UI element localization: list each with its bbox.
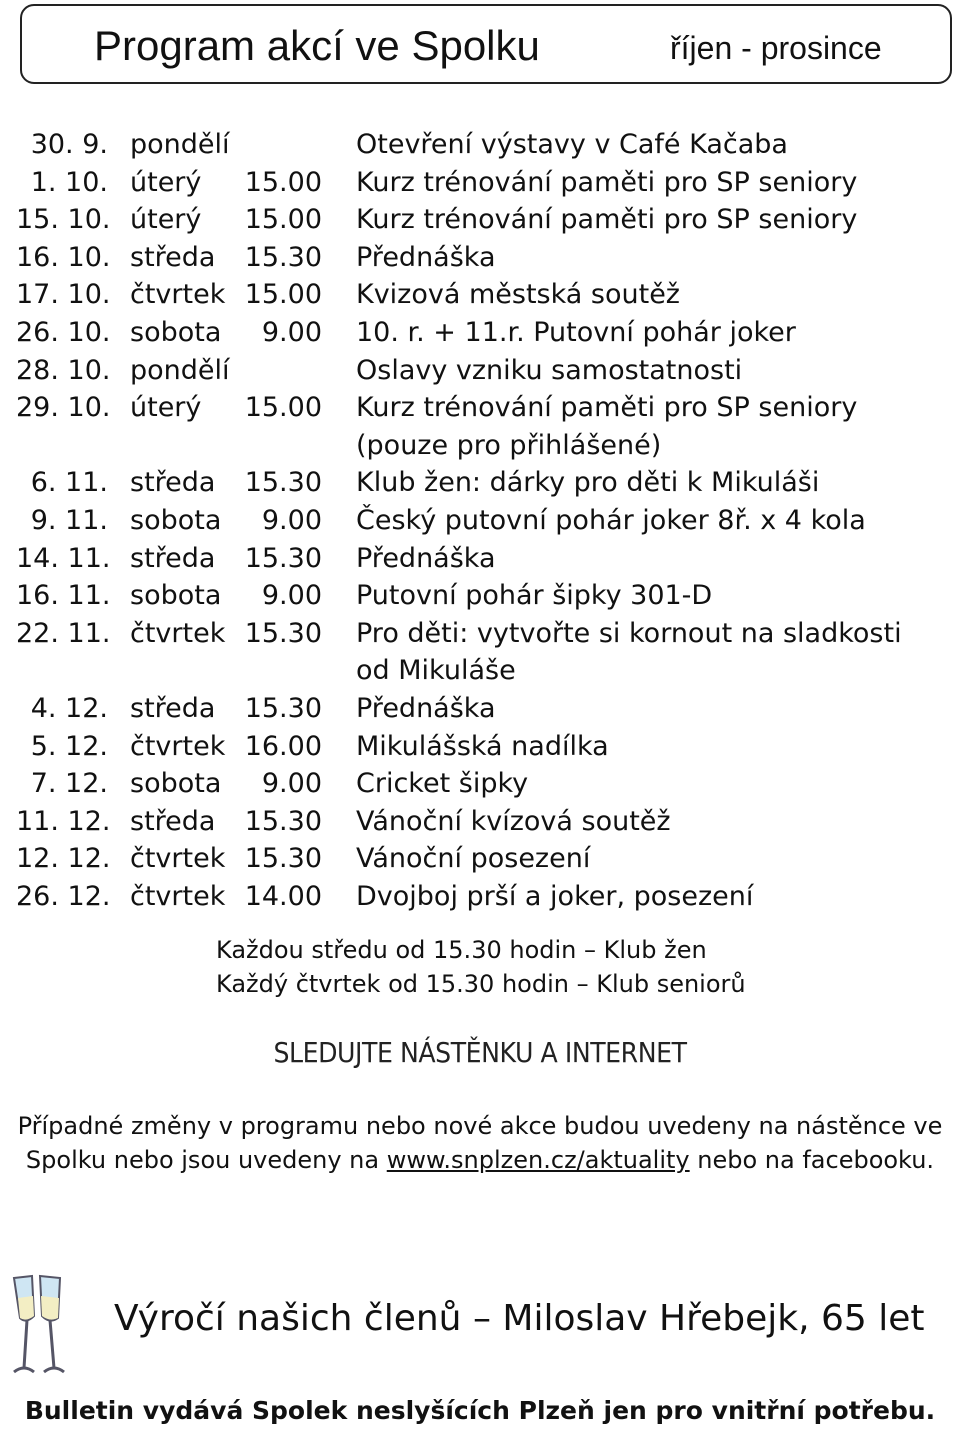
event-row bbox=[0, 728, 960, 766]
event-day: čtvrtek bbox=[130, 617, 226, 649]
event-time: 15.30 bbox=[244, 805, 322, 837]
event-day: úterý bbox=[130, 392, 202, 424]
event-time: 15.30 bbox=[244, 693, 322, 724]
event-time: 15.30 bbox=[244, 467, 322, 499]
event-date: 22. 11. bbox=[16, 617, 111, 649]
event-date: 28. 10. bbox=[16, 354, 111, 386]
event-time: 15.00 bbox=[244, 204, 322, 236]
event-title: Otevření výstavy v Café Kačaba bbox=[356, 129, 788, 160]
aktuality-link[interactable]: www.snplzen.cz/aktuality bbox=[386, 1146, 690, 1174]
footer: Bulletin vydává Spolek neslyšících Plzeň jen pro vnitřní potřebu. bbox=[24, 1396, 936, 1425]
event-time: 16.00 bbox=[244, 730, 322, 762]
event-title: Oslavy vzniku samostatnosti bbox=[356, 354, 743, 386]
event-title-continuation: (pouze pro přihlášené) bbox=[356, 429, 662, 461]
event-row bbox=[0, 126, 960, 164]
event-title-continuation: od Mikuláše bbox=[356, 655, 516, 687]
event-time: 9.00 bbox=[261, 768, 322, 800]
notice-line-2 bbox=[0, 1146, 960, 1174]
event-time: 15.00 bbox=[244, 166, 322, 198]
regular-club-seniors: Každý čtvrtek od 15.30 hodin – Klub seniorů bbox=[216, 970, 746, 998]
notice-text-before: Spolku nebo jsou uvedeny na bbox=[25, 1146, 387, 1174]
event-date: 11. 12. bbox=[16, 805, 111, 837]
event-time: 15.30 bbox=[244, 617, 322, 649]
event-date: 15. 10. bbox=[16, 204, 111, 236]
event-date: 17. 10. bbox=[16, 279, 111, 311]
event-row bbox=[0, 502, 960, 540]
event-day: středa bbox=[130, 805, 216, 837]
event-day: sobota bbox=[130, 505, 222, 536]
event-row bbox=[0, 765, 960, 803]
event-day: středa bbox=[130, 241, 216, 273]
event-time: 15.30 bbox=[244, 843, 322, 875]
champagne-glasses-icon bbox=[10, 1272, 68, 1380]
regular-club-women: Každou středu od 15.30 hodin – Klub žen bbox=[216, 936, 707, 964]
anniversary: Výročí našich členů – Miloslav Hřebejk, 65 let bbox=[114, 1298, 925, 1339]
event-date: 30. 9. bbox=[30, 129, 108, 160]
event-day: úterý bbox=[130, 166, 202, 198]
event-row bbox=[0, 803, 960, 841]
event-time: 9.00 bbox=[261, 505, 322, 536]
event-time: 15.30 bbox=[244, 542, 322, 574]
event-day: sobota bbox=[130, 580, 222, 612]
event-row bbox=[0, 389, 960, 427]
event-title: Vánoční kvízová soutěž bbox=[356, 805, 671, 837]
event-day: středa bbox=[130, 693, 216, 724]
event-title: Přednáška bbox=[356, 542, 496, 574]
event-title: Vánoční posezení bbox=[356, 843, 591, 875]
event-day: čtvrtek bbox=[130, 730, 226, 762]
period-label: říjen - prosince bbox=[670, 30, 882, 66]
event-day: úterý bbox=[130, 204, 202, 236]
event-time: 15.00 bbox=[244, 392, 322, 424]
event-row bbox=[0, 577, 960, 615]
event-title: Mikulášská nadílka bbox=[356, 730, 609, 762]
page-title: Program akcí ve Spolku bbox=[94, 22, 540, 69]
event-date: 26. 12. bbox=[16, 881, 111, 912]
event-day: středa bbox=[130, 467, 216, 499]
event-day: středa bbox=[130, 542, 216, 574]
event-date: 9. 11. bbox=[30, 505, 108, 536]
event-title: Kurz trénování paměti pro SP seniory bbox=[356, 392, 858, 424]
event-time: 15.00 bbox=[244, 279, 322, 311]
event-title: Putovní pohár šipky 301-D bbox=[356, 580, 713, 612]
event-day: čtvrtek bbox=[130, 843, 226, 875]
event-date: 29. 10. bbox=[16, 392, 111, 424]
event-row bbox=[0, 840, 960, 878]
event-title: Cricket šipky bbox=[356, 768, 529, 800]
event-row bbox=[0, 540, 960, 578]
event-date: 14. 11. bbox=[16, 542, 111, 574]
event-title: Pro děti: vytvořte si kornout na sladkosti bbox=[356, 617, 902, 649]
event-date: 16. 11. bbox=[16, 580, 111, 612]
event-row bbox=[0, 239, 960, 277]
event-title: Kurz trénování paměti pro SP seniory bbox=[356, 204, 858, 236]
event-title: Přednáška bbox=[356, 693, 496, 724]
event-date: 5. 12. bbox=[30, 730, 108, 762]
event-row-continuation bbox=[0, 652, 960, 690]
event-row-continuation bbox=[0, 427, 960, 465]
event-row bbox=[0, 164, 960, 202]
event-day: sobota bbox=[130, 768, 222, 800]
event-title: Český putovní pohár joker 8ř. x 4 kola bbox=[356, 505, 866, 536]
event-row bbox=[0, 352, 960, 390]
event-date: 26. 10. bbox=[16, 317, 111, 348]
notice-text-after: nebo na facebooku. bbox=[689, 1146, 935, 1174]
event-row bbox=[0, 615, 960, 653]
event-day: pondělí bbox=[130, 129, 230, 160]
event-time: 9.00 bbox=[261, 580, 322, 612]
event-row bbox=[0, 314, 960, 352]
event-title: Kvizová městská soutěž bbox=[356, 279, 680, 311]
event-day: čtvrtek bbox=[130, 881, 226, 912]
event-date: 12. 12. bbox=[16, 843, 111, 875]
event-date: 7. 12. bbox=[30, 768, 108, 800]
event-date: 16. 10. bbox=[16, 241, 111, 273]
headline: SLEDUJTE NÁSTĚNKU A INTERNET bbox=[273, 1036, 687, 1069]
event-date: 4. 12. bbox=[30, 693, 108, 724]
event-row bbox=[0, 690, 960, 728]
event-row bbox=[0, 464, 960, 502]
event-row bbox=[0, 878, 960, 916]
notice-line-1: Případné změny v programu nebo nové akce budou uvedeny na nástěnce ve bbox=[17, 1112, 943, 1140]
event-date: 1. 10. bbox=[30, 166, 108, 198]
event-time: 14.00 bbox=[244, 881, 322, 912]
title-box bbox=[20, 4, 952, 84]
event-time: 15.30 bbox=[244, 241, 322, 273]
event-row bbox=[0, 201, 960, 239]
event-title: Kurz trénování paměti pro SP seniory bbox=[356, 166, 858, 198]
event-day: pondělí bbox=[130, 354, 230, 386]
event-title: Klub žen: dárky pro děti k Mikuláši bbox=[356, 467, 820, 499]
event-day: čtvrtek bbox=[130, 279, 226, 311]
event-date: 6. 11. bbox=[30, 467, 108, 499]
event-time: 9.00 bbox=[261, 317, 322, 348]
event-row bbox=[0, 276, 960, 314]
event-day: sobota bbox=[130, 317, 222, 348]
event-title: Přednáška bbox=[356, 241, 496, 273]
event-title: Dvojboj prší a joker, posezení bbox=[356, 881, 754, 912]
event-title: 10. r. + 11.r. Putovní pohár joker bbox=[356, 317, 796, 348]
